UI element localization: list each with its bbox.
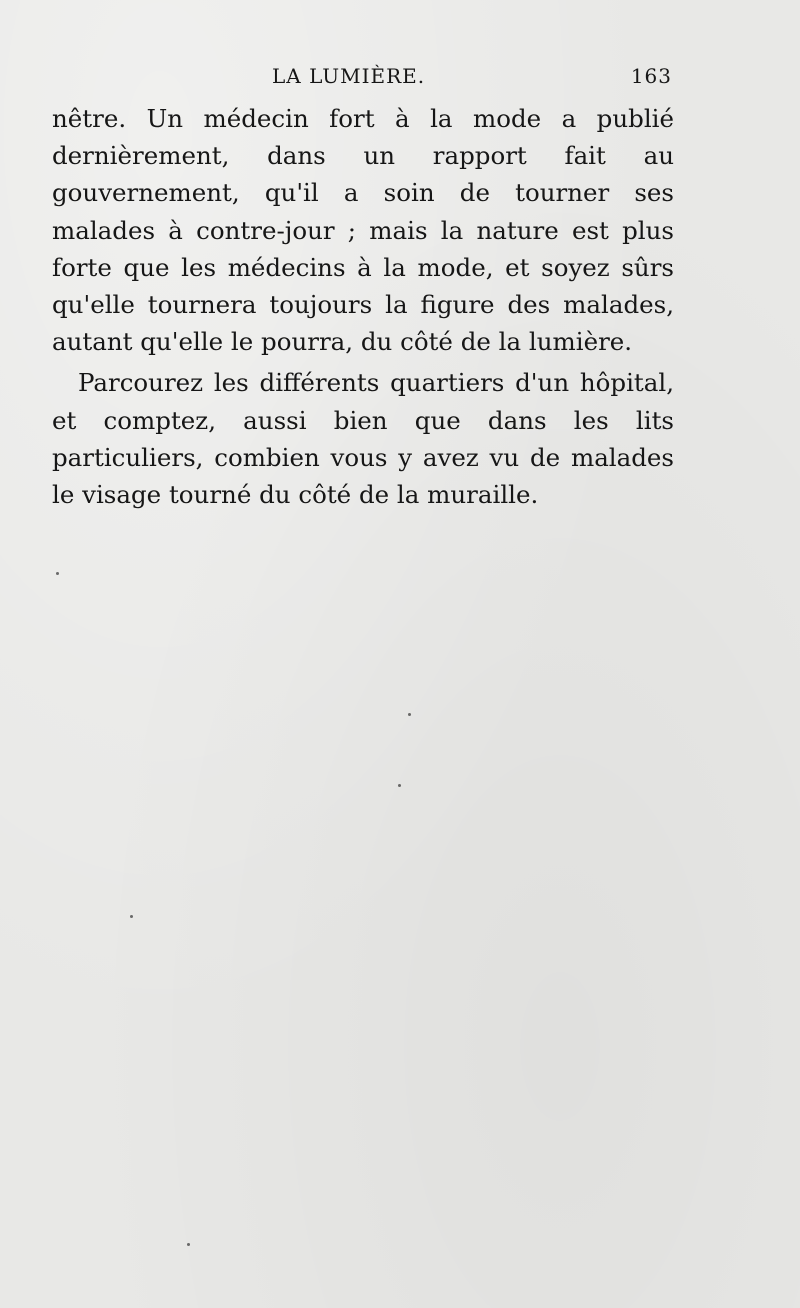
ink-speck xyxy=(398,784,401,787)
page-header xyxy=(52,58,672,92)
running-title: LA LUMIÈRE. xyxy=(272,64,426,88)
ink-speck xyxy=(130,915,133,918)
ink-speck xyxy=(408,713,411,716)
paragraph: Parcourez les différents quartiers d'un hôpital, et comptez, aussi bien que dans les lits particuliers, combien vous y avez vu de malades le visage tourné du côté de la muraille. xyxy=(52,368,674,510)
paragraph-continuation: nêtre. Un médecin fort à la mode a publié dernièrement, dans un rapport fait au gouvernement, qu'il a soin de tourner ses malades à contre-jour ; mais la nature est plus forte que les médecins à la mode, et soyez sûrs qu'elle tournera toujours la figure des malades, autant qu'elle le pourra, du côté de la lumière. xyxy=(52,104,674,357)
body-text xyxy=(52,100,674,513)
ink-speck xyxy=(56,572,59,575)
page-number: 163 xyxy=(630,64,672,88)
reverse-page-bleed-through xyxy=(60,585,700,1205)
ink-speck xyxy=(187,1243,190,1246)
